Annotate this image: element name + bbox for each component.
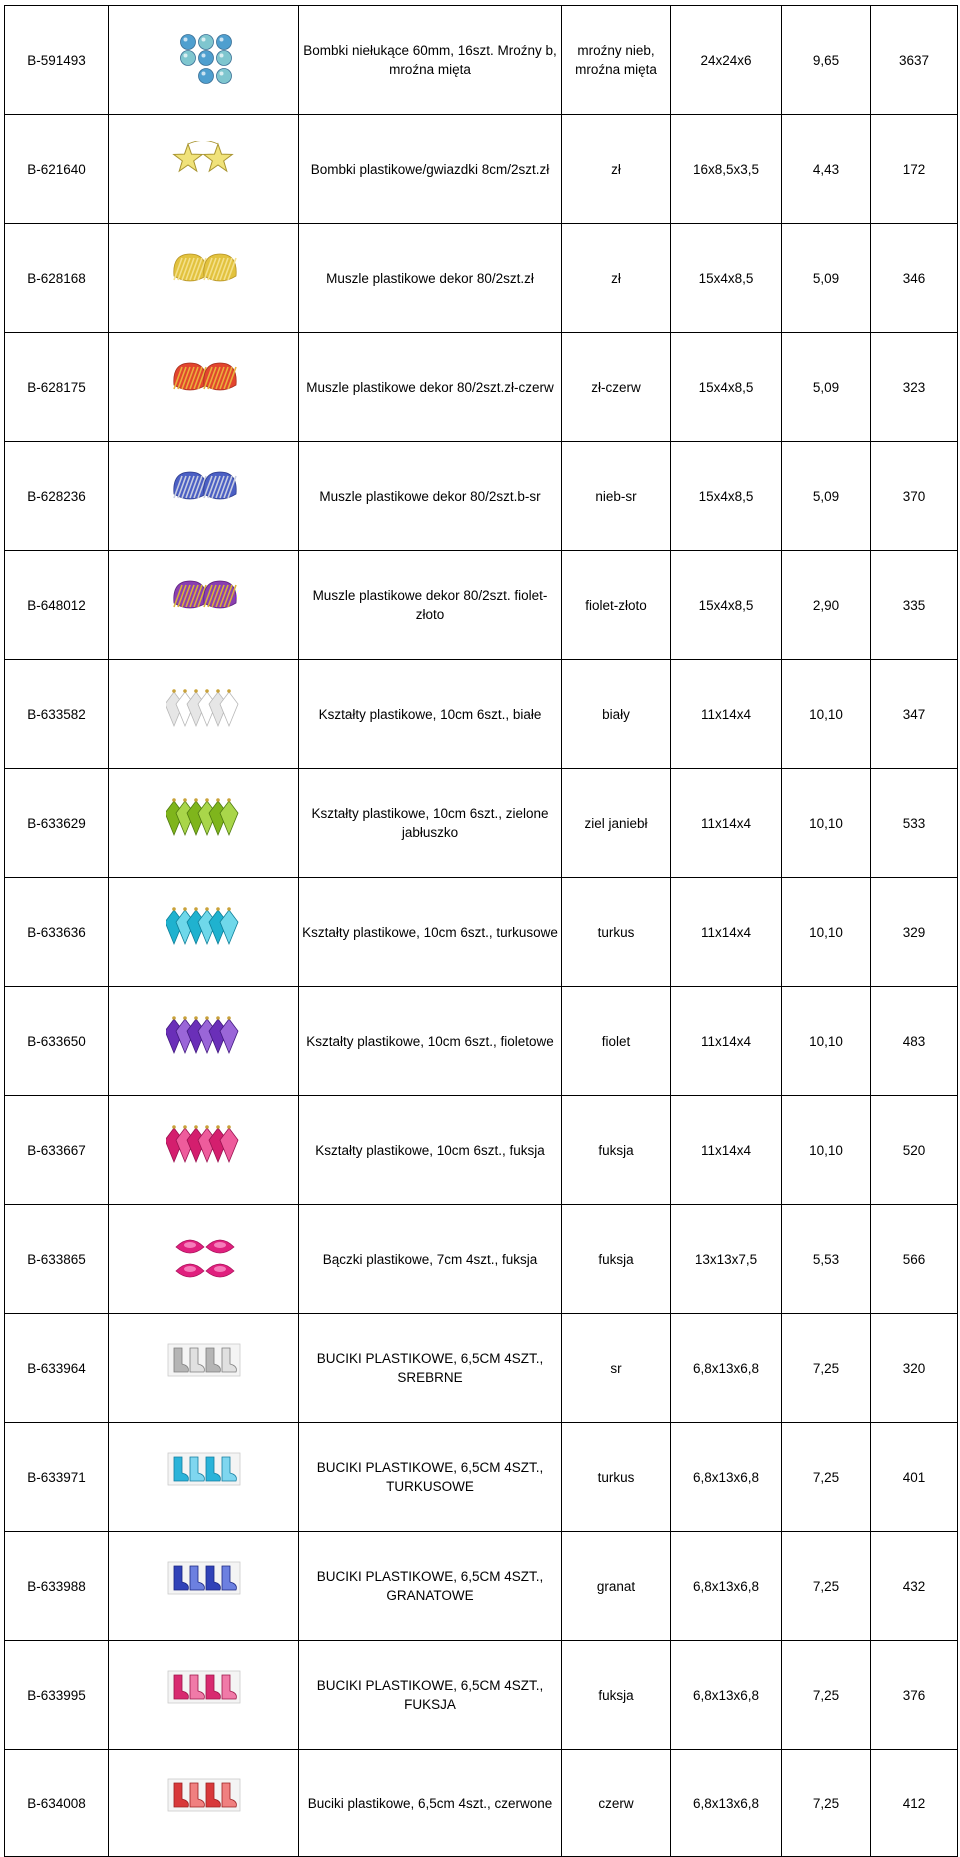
product-quantity-cell: 412 bbox=[871, 1750, 958, 1857]
product-color-cell: fuksja bbox=[562, 1205, 671, 1314]
product-photo-icon bbox=[166, 1449, 242, 1505]
product-name-cell: BUCIKI PLASTIKOWE, 6,5CM 4SZT., SREBRNE bbox=[299, 1314, 562, 1423]
product-quantity-cell: 346 bbox=[871, 224, 958, 333]
product-color-cell: zł bbox=[562, 115, 671, 224]
product-dimensions-cell: 15x4x8,5 bbox=[671, 333, 782, 442]
silver-boots-thumbnail bbox=[166, 1340, 242, 1396]
table-row bbox=[5, 769, 958, 878]
product-dimensions-cell: 11x14x4 bbox=[671, 660, 782, 769]
table-row bbox=[5, 1750, 958, 1857]
product-photo-icon bbox=[166, 1667, 242, 1723]
product-image-cell bbox=[109, 1314, 299, 1423]
product-name-cell: Muszle plastikowe dekor 80/2szt.zł-czerw bbox=[299, 333, 562, 442]
product-dimensions-cell: 15x4x8,5 bbox=[671, 551, 782, 660]
product-price-cell: 7,25 bbox=[782, 1314, 871, 1423]
product-color-cell: ziel janiebł bbox=[562, 769, 671, 878]
product-name-cell: BUCIKI PLASTIKOWE, 6,5CM 4SZT., GRANATOWE bbox=[299, 1532, 562, 1641]
product-quantity-cell: 533 bbox=[871, 769, 958, 878]
product-name-cell: BUCIKI PLASTIKOWE, 6,5CM 4SZT., FUKSJA bbox=[299, 1641, 562, 1750]
product-image-cell bbox=[109, 878, 299, 987]
product-dimensions-cell: 13x13x7,5 bbox=[671, 1205, 782, 1314]
product-color-cell: turkus bbox=[562, 878, 671, 987]
product-photo-icon bbox=[166, 468, 242, 524]
product-price-cell: 5,09 bbox=[782, 333, 871, 442]
product-code-cell: B-633964 bbox=[5, 1314, 109, 1423]
product-price-cell: 10,10 bbox=[782, 987, 871, 1096]
product-name-cell: Kształty plastikowe, 10cm 6szt., fuksja bbox=[299, 1096, 562, 1205]
product-color-cell: granat bbox=[562, 1532, 671, 1641]
turquoise-boots-thumbnail bbox=[166, 1449, 242, 1505]
product-code-cell: B-633988 bbox=[5, 1532, 109, 1641]
product-dimensions-cell: 6,8x13x6,8 bbox=[671, 1641, 782, 1750]
product-price-cell: 2,90 bbox=[782, 551, 871, 660]
product-color-cell: fuksja bbox=[562, 1641, 671, 1750]
product-name-cell: Kształty plastikowe, 10cm 6szt., fioletowe bbox=[299, 987, 562, 1096]
product-dimensions-cell: 6,8x13x6,8 bbox=[671, 1750, 782, 1857]
product-quantity-cell: 376 bbox=[871, 1641, 958, 1750]
product-photo-icon bbox=[166, 32, 242, 88]
product-name-cell: Kształty plastikowe, 10cm 6szt., zielone jabłuszko bbox=[299, 769, 562, 878]
table-row bbox=[5, 660, 958, 769]
product-code-cell: B-628168 bbox=[5, 224, 109, 333]
product-quantity-cell: 432 bbox=[871, 1532, 958, 1641]
table-row bbox=[5, 1641, 958, 1750]
product-color-cell: zł bbox=[562, 224, 671, 333]
product-color-cell: mroźny nieb, mroźna mięta bbox=[562, 6, 671, 115]
product-quantity-cell: 401 bbox=[871, 1423, 958, 1532]
table-row bbox=[5, 1532, 958, 1641]
product-dimensions-cell: 11x14x4 bbox=[671, 878, 782, 987]
product-photo-icon bbox=[166, 795, 242, 851]
table-row bbox=[5, 1314, 958, 1423]
product-image-cell bbox=[109, 987, 299, 1096]
product-dimensions-cell: 6,8x13x6,8 bbox=[671, 1314, 782, 1423]
product-code-cell: B-591493 bbox=[5, 6, 109, 115]
product-quantity-cell: 323 bbox=[871, 333, 958, 442]
table-row bbox=[5, 1096, 958, 1205]
product-rows bbox=[5, 6, 958, 1857]
product-quantity-cell: 520 bbox=[871, 1096, 958, 1205]
table-row bbox=[5, 551, 958, 660]
product-code-cell: B-621640 bbox=[5, 115, 109, 224]
product-photo-icon bbox=[166, 1340, 242, 1396]
product-quantity-cell: 172 bbox=[871, 115, 958, 224]
red-boots-thumbnail bbox=[166, 1775, 242, 1831]
product-image-cell bbox=[109, 442, 299, 551]
product-price-cell: 5,09 bbox=[782, 442, 871, 551]
product-dimensions-cell: 15x4x8,5 bbox=[671, 442, 782, 551]
product-name-cell: Muszle plastikowe dekor 80/2szt.zł bbox=[299, 224, 562, 333]
product-photo-icon bbox=[166, 686, 242, 742]
product-price-cell: 7,25 bbox=[782, 1532, 871, 1641]
product-price-cell: 5,09 bbox=[782, 224, 871, 333]
table-row bbox=[5, 6, 958, 115]
product-quantity-cell: 370 bbox=[871, 442, 958, 551]
product-quantity-cell: 483 bbox=[871, 987, 958, 1096]
product-dimensions-cell: 11x14x4 bbox=[671, 987, 782, 1096]
product-dimensions-cell: 16x8,5x3,5 bbox=[671, 115, 782, 224]
product-code-cell: B-628236 bbox=[5, 442, 109, 551]
product-name-cell: Buciki plastikowe, 6,5cm 4szt., czerwone bbox=[299, 1750, 562, 1857]
product-price-cell: 7,25 bbox=[782, 1423, 871, 1532]
table-row bbox=[5, 1423, 958, 1532]
product-color-cell: biały bbox=[562, 660, 671, 769]
product-image-cell bbox=[109, 551, 299, 660]
product-color-cell: sr bbox=[562, 1314, 671, 1423]
violet-shapes-thumbnail bbox=[166, 1013, 242, 1069]
product-color-cell: czerw bbox=[562, 1750, 671, 1857]
product-photo-icon bbox=[166, 1775, 242, 1831]
product-name-cell: BUCIKI PLASTIKOWE, 6,5CM 4SZT., TURKUSOWE bbox=[299, 1423, 562, 1532]
product-table bbox=[4, 5, 958, 1857]
product-quantity-cell: 320 bbox=[871, 1314, 958, 1423]
table-row bbox=[5, 442, 958, 551]
product-image-cell bbox=[109, 1423, 299, 1532]
product-price-cell: 4,43 bbox=[782, 115, 871, 224]
gold-seashells-thumbnail bbox=[166, 250, 242, 306]
product-name-cell: Bączki plastikowe, 7cm 4szt., fuksja bbox=[299, 1205, 562, 1314]
product-photo-icon bbox=[166, 577, 242, 633]
green-shapes-thumbnail bbox=[166, 795, 242, 851]
product-photo-icon bbox=[166, 250, 242, 306]
product-code-cell: B-633629 bbox=[5, 769, 109, 878]
product-code-cell: B-648012 bbox=[5, 551, 109, 660]
product-image-cell bbox=[109, 333, 299, 442]
product-dimensions-cell: 6,8x13x6,8 bbox=[671, 1423, 782, 1532]
navy-boots-thumbnail bbox=[166, 1558, 242, 1614]
product-name-cell: Bombki plastikowe/gwiazdki 8cm/2szt.zł bbox=[299, 115, 562, 224]
turquoise-shapes-thumbnail bbox=[166, 904, 242, 960]
table-row bbox=[5, 1205, 958, 1314]
product-code-cell: B-628175 bbox=[5, 333, 109, 442]
product-dimensions-cell: 24x24x6 bbox=[671, 6, 782, 115]
product-photo-icon bbox=[166, 904, 242, 960]
product-name-cell: Muszle plastikowe dekor 80/2szt.b-sr bbox=[299, 442, 562, 551]
product-photo-icon bbox=[166, 1231, 242, 1287]
product-quantity-cell: 329 bbox=[871, 878, 958, 987]
product-color-cell: fiolet-złoto bbox=[562, 551, 671, 660]
product-code-cell: B-634008 bbox=[5, 1750, 109, 1857]
violet-gold-seashells-thumbnail bbox=[166, 577, 242, 633]
fuchsia-shapes-thumbnail bbox=[166, 1122, 242, 1178]
product-price-cell: 7,25 bbox=[782, 1750, 871, 1857]
product-image-cell bbox=[109, 1205, 299, 1314]
product-image-cell bbox=[109, 1096, 299, 1205]
product-dimensions-cell: 6,8x13x6,8 bbox=[671, 1532, 782, 1641]
frosted-baubles-thumbnail bbox=[166, 32, 242, 88]
product-image-cell bbox=[109, 1750, 299, 1857]
blue-silver-seashells-thumbnail bbox=[166, 468, 242, 524]
product-color-cell: nieb-sr bbox=[562, 442, 671, 551]
product-color-cell: zł-czerw bbox=[562, 333, 671, 442]
product-price-cell: 5,53 bbox=[782, 1205, 871, 1314]
product-name-cell: Kształty plastikowe, 10cm 6szt., białe bbox=[299, 660, 562, 769]
product-dimensions-cell: 11x14x4 bbox=[671, 1096, 782, 1205]
product-dimensions-cell: 15x4x8,5 bbox=[671, 224, 782, 333]
white-shapes-thumbnail bbox=[166, 686, 242, 742]
product-code-cell: B-633667 bbox=[5, 1096, 109, 1205]
gold-stars-thumbnail bbox=[166, 141, 242, 197]
table-row bbox=[5, 878, 958, 987]
product-image-cell bbox=[109, 1641, 299, 1750]
product-image-cell bbox=[109, 115, 299, 224]
gold-red-seashells-thumbnail bbox=[166, 359, 242, 415]
fuchsia-boots-thumbnail bbox=[166, 1667, 242, 1723]
product-quantity-cell: 3637 bbox=[871, 6, 958, 115]
product-quantity-cell: 347 bbox=[871, 660, 958, 769]
product-price-cell: 10,10 bbox=[782, 769, 871, 878]
product-image-cell bbox=[109, 769, 299, 878]
table-row bbox=[5, 987, 958, 1096]
product-price-cell: 9,65 bbox=[782, 6, 871, 115]
product-code-cell: B-633582 bbox=[5, 660, 109, 769]
product-photo-icon bbox=[166, 141, 242, 197]
product-price-cell: 10,10 bbox=[782, 1096, 871, 1205]
table-row bbox=[5, 224, 958, 333]
table-row bbox=[5, 115, 958, 224]
product-color-cell: fuksja bbox=[562, 1096, 671, 1205]
product-image-cell bbox=[109, 660, 299, 769]
product-name-cell: Muszle plastikowe dekor 80/2szt. fiolet-złoto bbox=[299, 551, 562, 660]
product-price-cell: 7,25 bbox=[782, 1641, 871, 1750]
product-image-cell bbox=[109, 1532, 299, 1641]
product-image-cell bbox=[109, 6, 299, 115]
product-quantity-cell: 335 bbox=[871, 551, 958, 660]
table-row bbox=[5, 333, 958, 442]
product-color-cell: fiolet bbox=[562, 987, 671, 1096]
product-photo-icon bbox=[166, 1013, 242, 1069]
product-color-cell: turkus bbox=[562, 1423, 671, 1532]
product-code-cell: B-633650 bbox=[5, 987, 109, 1096]
product-price-cell: 10,10 bbox=[782, 660, 871, 769]
product-quantity-cell: 566 bbox=[871, 1205, 958, 1314]
product-name-cell: Kształty plastikowe, 10cm 6szt., turkusowe bbox=[299, 878, 562, 987]
product-image-cell bbox=[109, 224, 299, 333]
product-code-cell: B-633995 bbox=[5, 1641, 109, 1750]
product-code-cell: B-633971 bbox=[5, 1423, 109, 1532]
product-code-cell: B-633636 bbox=[5, 878, 109, 987]
product-name-cell: Bombki niełukące 60mm, 16szt. Mroźny b, mroźna mięta bbox=[299, 6, 562, 115]
product-photo-icon bbox=[166, 359, 242, 415]
fuchsia-tops-thumbnail bbox=[166, 1231, 242, 1287]
product-dimensions-cell: 11x14x4 bbox=[671, 769, 782, 878]
product-photo-icon bbox=[166, 1558, 242, 1614]
product-code-cell: B-633865 bbox=[5, 1205, 109, 1314]
product-photo-icon bbox=[166, 1122, 242, 1178]
product-price-cell: 10,10 bbox=[782, 878, 871, 987]
